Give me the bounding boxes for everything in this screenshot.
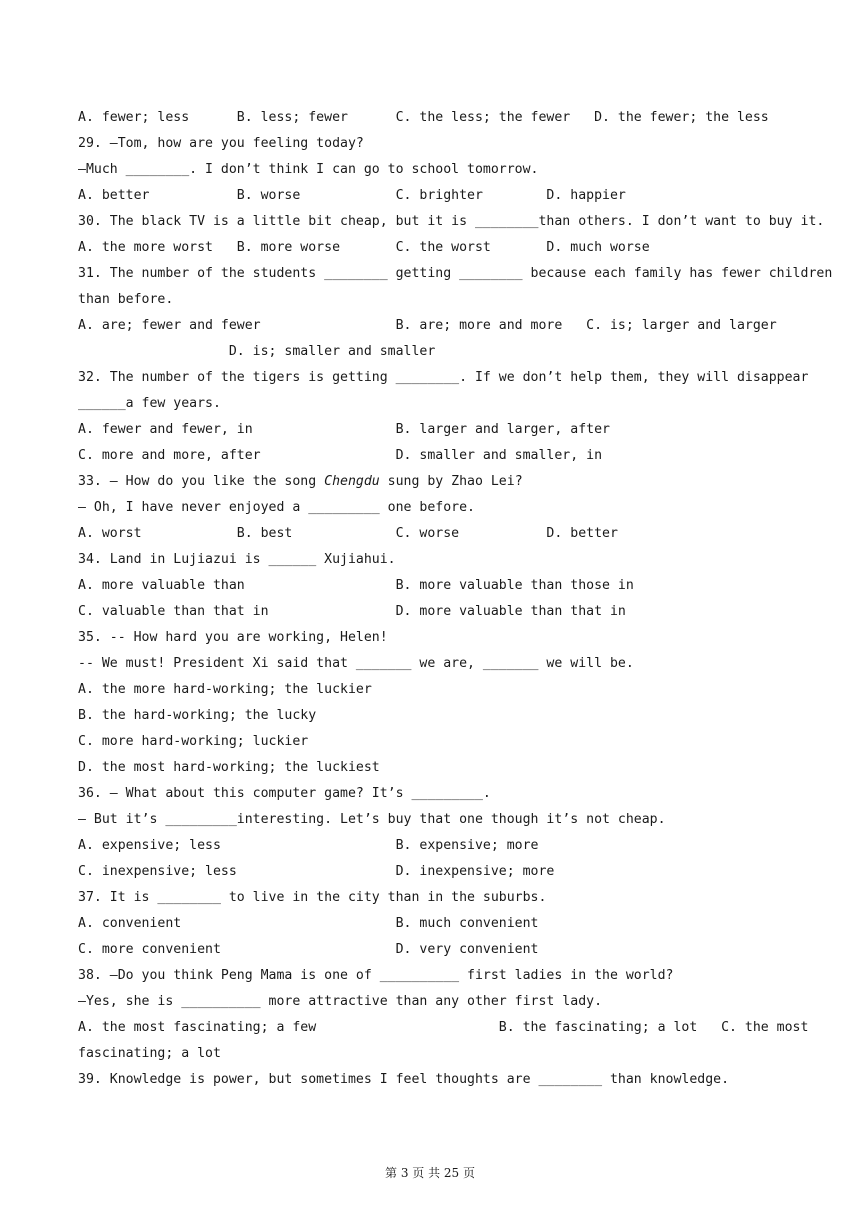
q32-question: 32. The number of the tigers is getting ________. If we don’t help them, they will disappear [78, 370, 809, 385]
q34-question: 34. Land in Lujiazui is ______ Xujiahui. [78, 552, 396, 567]
q30-question: 30. The black TV is a little bit cheap, but it is ________than others. I don’t want to buy it. [78, 214, 825, 229]
q35-option-c: C. more hard-working; luckier [78, 734, 309, 749]
q39-question: 39. Knowledge is power, but sometimes I feel thoughts are ________ than knowledge. [78, 1072, 730, 1087]
q35-option-d: D. the most hard-working; the luckiest [78, 760, 380, 775]
q31-option-d: D. is; smaller and smaller [78, 344, 436, 359]
q37-question: 37. It is ________ to live in the city than in the suburbs. [78, 890, 547, 905]
q35-option-a: A. the more hard-working; the luckier [78, 682, 372, 697]
q31-question-cont: than before. [78, 292, 174, 307]
q32-options-ab: A. fewer and fewer, in B. larger and larger, after [78, 422, 610, 437]
q29-question: 29. —Tom, how are you feeling today? [78, 136, 364, 151]
q38-question: 38. —Do you think Peng Mama is one of __________ first ladies in the world? [78, 968, 674, 983]
q34-options-cd: C. valuable than that in D. more valuable than that in [78, 604, 626, 619]
q35-option-b: B. the hard-working; the lucky [78, 708, 317, 723]
q31-options-abc: A. are; fewer and fewer B. are; more and more C. is; larger and larger [78, 318, 777, 333]
q29-dialogue: —Much ________. I don’t think I can go to school tomorrow. [78, 162, 539, 177]
q33-question-end: sung by Zhao Lei? [379, 474, 523, 489]
q36-question: 36. — What about this computer game? It’s _________. [78, 786, 491, 801]
q33-question [78, 474, 790, 490]
q33-question-start: 33. — How do you like the song [78, 474, 325, 489]
q32-question-cont: ______a few years. [78, 396, 221, 411]
q34-options-ab: A. more valuable than B. more valuable than those in [78, 578, 634, 593]
q32-options-cd: C. more and more, after D. smaller and smaller, in [78, 448, 603, 463]
q38-dialogue: —Yes, she is __________ more attractive than any other first lady. [78, 994, 603, 1009]
q38-options: A. the most fascinating; a few B. the fascinating; a lot C. the most [78, 1020, 809, 1035]
q36-options-ab: A. expensive; less B. expensive; more [78, 838, 539, 853]
q28-options: A. fewer; less B. less; fewer C. the less; the fewer D. the fewer; the less [78, 110, 769, 125]
q37-options-ab: A. convenient B. much convenient [78, 916, 539, 931]
q31-question: 31. The number of the students ________ getting ________ because each family has fewer children [78, 266, 833, 281]
q30-options: A. the more worst B. more worse C. the worst D. much worse [78, 240, 650, 255]
q29-options: A. better B. worse C. brighter D. happier [78, 188, 626, 203]
q35-dialogue: -- We must! President Xi said that _______ we are, _______ we will be. [78, 656, 634, 671]
page-number-footer: 第 3 页 共 25 页 [385, 1166, 475, 1180]
q36-dialogue: — But it’s _________interesting. Let’s buy that one though it’s not cheap. [78, 812, 666, 827]
q38-options-cont: fascinating; a lot [78, 1046, 221, 1061]
q36-options-cd: C. inexpensive; less D. inexpensive; more [78, 864, 555, 879]
q37-options-cd: C. more convenient D. very convenient [78, 942, 539, 957]
q33-dialogue: — Oh, I have never enjoyed a _________ one before. [78, 500, 475, 515]
song-title: Chengdu [324, 474, 380, 489]
q35-question: 35. -- How hard you are working, Helen! [78, 630, 388, 645]
q33-options: A. worst B. best C. worse D. better [78, 526, 618, 541]
